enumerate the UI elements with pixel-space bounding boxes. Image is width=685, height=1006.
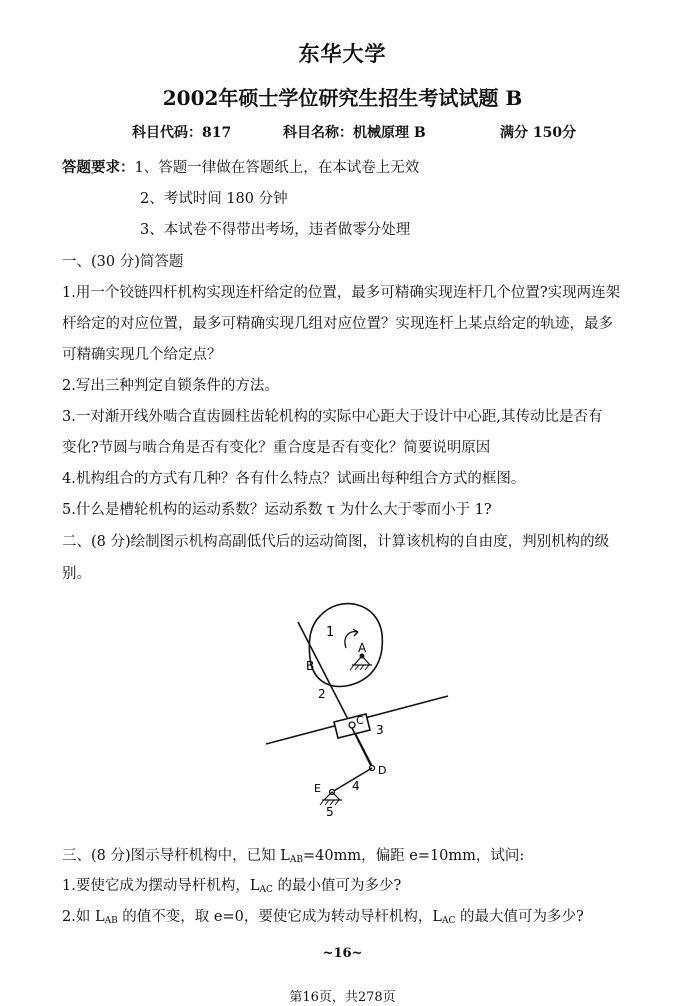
section3-q2-post: 的最大值可为多少? <box>455 909 584 925</box>
section3-q1 <box>62 874 401 895</box>
page-number: ~16~ <box>322 946 363 961</box>
section1-heading: 一、(30 分)简答题 <box>62 254 184 270</box>
section1-q3-line2: 变化?节圆与啮合角是否有变化？重合度是否有变化？简要说明原因 <box>62 440 491 456</box>
link-cd <box>352 728 372 768</box>
section3-q2-mid: 的值不变，取 e=0，要使它成为转动导杆机构，L <box>117 909 443 925</box>
label-link-5: 5 <box>326 805 334 819</box>
exam-title: 2002年硕士学位研究生招生考试试题 B <box>162 86 523 110</box>
section3-q1-sub: AC <box>259 885 273 895</box>
requirements-row-1 <box>62 156 419 177</box>
label-link-3: 3 <box>376 723 384 737</box>
section1-q1-line2: 杆给定的对应位置，最多可精确实现几组对应位置？实现连杆上某点给定的轨迹，最多 <box>62 316 613 332</box>
section1-q1-line1: 1.用一个铰链四杆机构实现连杆给定的位置，最多可精确实现连杆几个位置?实现两连架 <box>62 285 621 301</box>
label-link-1: 1 <box>326 625 335 640</box>
label-d: D <box>378 764 387 777</box>
requirement-item-2: 2、考试时间 180 分钟 <box>140 191 288 207</box>
label-e: E <box>314 782 321 795</box>
subject-code: 科目代码：817 <box>132 125 232 141</box>
ground-a-hatch <box>350 665 369 670</box>
label-b: B <box>306 659 315 673</box>
label-link-4: 4 <box>352 779 360 793</box>
page-info: 第16页，共278页 <box>289 990 396 1005</box>
label-c: C <box>356 714 364 727</box>
section3-q2-sub2: AC <box>442 916 456 926</box>
requirement-item-3: 3、本试卷不得带出考场，违者做零分处理 <box>140 222 411 238</box>
section3-heading-pre: 三、(8 分)图示导杆机构中，已知 L <box>62 848 290 864</box>
section3-heading-rest: =40mm，偏距 e=10mm，试问: <box>303 848 525 864</box>
section2-line1: 二、(8 分)绘制图示机构高副低代后的运动简图，计算该机构的自由度，判别机构的级 <box>62 534 610 550</box>
slider-block <box>334 714 370 738</box>
subject-name: 科目名称：机械原理 B <box>283 125 426 141</box>
section3-q1-post: 的最小值可为多少? <box>272 878 402 894</box>
section3-heading-sub: AB <box>289 855 304 865</box>
section3-q1-pre: 1.要使它成为摆动导杆机构，L <box>62 878 260 894</box>
label-link-2: 2 <box>318 687 326 701</box>
section1-q5: 5.什么是槽轮机构的运动系数？运动系数 τ 为什么大于零而小于 1? <box>62 502 492 518</box>
section1-q1-line3: 可精确实现几个给定点？ <box>62 347 222 363</box>
school-name: 东华大学 <box>298 41 387 66</box>
mechanism-figure <box>250 596 470 826</box>
section1-q2: 2.写出三种判定自锁条件的方法。 <box>62 378 279 394</box>
section3-q2-sub1: AB <box>104 916 118 926</box>
section2-line2: 别。 <box>62 566 91 582</box>
requirements-label: 答题要求： <box>62 159 135 176</box>
requirement-item-1: 1、答题一律做在答题纸上，在本试卷上无效 <box>134 160 420 176</box>
rotation-arrowhead <box>353 629 358 636</box>
section1-q4: 4.机构组合的方式有几种？各有什么特点？试画出每种组合方式的框图。 <box>62 471 526 487</box>
label-a: A <box>358 641 367 655</box>
section3-q2 <box>62 905 584 926</box>
full-score: 满分 150分 <box>500 125 577 141</box>
section3-q2-pre: 2.如 L <box>62 909 105 925</box>
section3-heading <box>62 844 524 865</box>
section1-q3-line1: 3.一对渐开线外啮合直齿圆柱齿轮机构的实际中心距大于设计中心距,其传动比是否有 <box>62 409 603 425</box>
